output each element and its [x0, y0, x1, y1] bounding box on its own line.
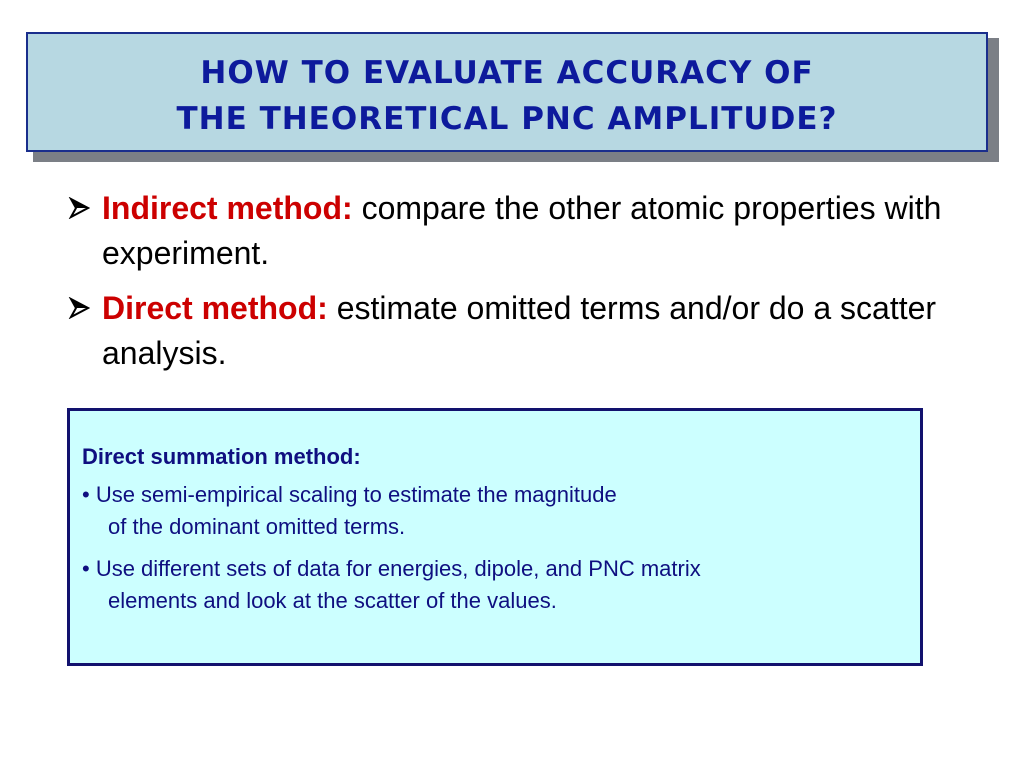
summary-item-line2: elements and look at the scatter of the values. — [108, 588, 557, 613]
bullet-lead: Direct method: — [102, 290, 328, 326]
summary-heading: Direct summation method: — [82, 444, 361, 469]
title-box — [26, 32, 988, 152]
bullet-list — [66, 186, 966, 386]
arrow-bullet-icon — [68, 297, 90, 319]
bullet-direct-method — [66, 286, 966, 376]
bullet-lead: Indirect method: — [102, 190, 353, 226]
summary-item — [82, 553, 910, 617]
direct-summation-box — [67, 408, 923, 666]
summary-item — [82, 479, 910, 543]
summary-item-line2: of the dominant omitted terms. — [108, 514, 406, 539]
bullet-text: compare the other atomic properties with experiment. — [102, 190, 942, 271]
arrow-bullet-icon — [68, 197, 90, 219]
title-line-2: the theoretical pnc amplitude? — [176, 89, 838, 140]
bullet-indirect-method — [66, 186, 966, 276]
summary-item-line1: • Use different sets of data for energies, dipole, and PNC matrix — [82, 556, 701, 581]
bullet-text: estimate omitted terms and/or do a scatter analysis. — [102, 290, 937, 371]
summary-item-line1: • Use semi-empirical scaling to estimate the magnitude — [82, 482, 617, 507]
title-line-1: how to evaluate accuracy of — [200, 43, 814, 94]
